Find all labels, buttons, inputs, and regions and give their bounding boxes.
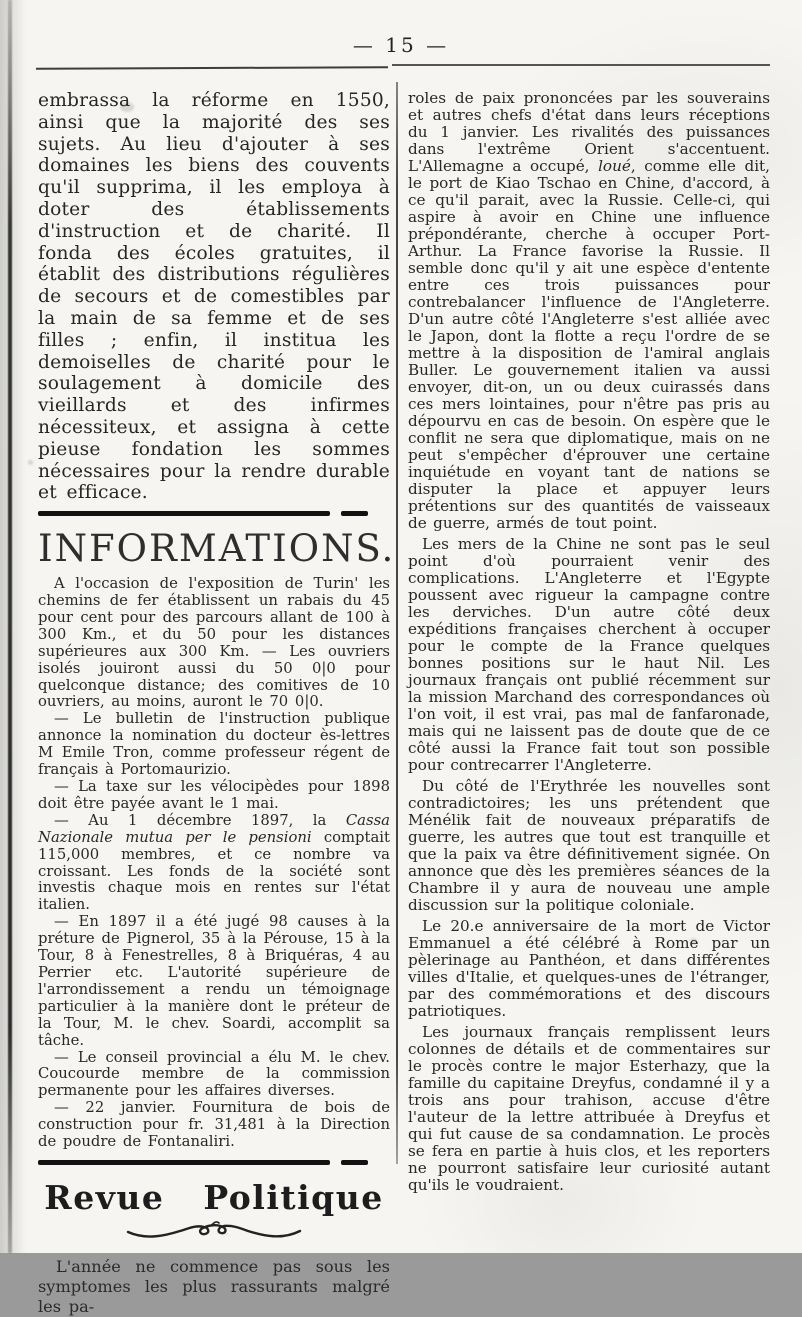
header-rule xyxy=(392,64,770,66)
paragraph xyxy=(408,90,770,532)
section-divider-rule xyxy=(38,511,390,516)
right-column xyxy=(408,90,770,1198)
informations-item: — En 1897 il a été jugé 98 causes à la préture de Pignerol, 35 à la Pérouse, 15 à la Tour, 8 à Fenestrelles, 8 à Briquéras, 4 au Perrier etc. L'autorité supérieure de l'arrondissement a rendu un témoignage particulier à la manière dont le préteur de la Tour, M. le chev. Soardi, accomplit sa tâche. xyxy=(38,913,390,1049)
informations-heading: INFORMATIONS. xyxy=(38,527,396,571)
rule-gap xyxy=(330,1160,341,1165)
rule-bar xyxy=(38,1160,330,1165)
text-segment: , comme elle dit, le port de Kiao Tschao en Chine, d'accord, à ce qu'il parait, avec la Russie. Celle-ci, qui aspire à avoir en Chine une influence prépondérante, cherche à occuper Port-Arthur. La France favorise la Russie. Il semble donc qu'il y ait une espèce d'entente entre ces trois puissances pour contrebalancer l'influence de l'Angleterre. D'un autre côté l'Angleterre s'est alliée avec le Japon, dont la flotte a reçu l'ordre de se mettre à la disposition de l'amiral anglais Buller. Le gouvernement italien va aussi envoyer, dit-on, un ou deux cuirassés dans ces mers lointaines, pour n'être pas pris au dépourvu en cas de besoin. On espère que le conflit ne sera que diplomatique, mais on ne peut s'empêcher d'éprouver une certaine inquiétude en voyant tant de nations se disputer la place et appuyer leurs prétentions sur des quantités de vaisseaux de guerre, armés de tout point. xyxy=(408,157,770,532)
left-column xyxy=(38,90,396,1317)
informations-item xyxy=(38,813,390,914)
section-divider-rule xyxy=(38,1160,390,1165)
paragraph: Du côté de l'Erythrée les nouvelles sont contradictoires; les uns prétendent que Ménélik fait de nouveaux préparatifs de guerre, les autres que tout est tranquille et que la paix va être définitivement signée. On annonce que dès les premières séances de la Chambre il y aura de nouveau une ample discussion sur la politique coloniale. xyxy=(408,777,770,914)
text-segment: — Au 1 décembre 1897, la xyxy=(54,811,346,829)
italic-phrase: loué xyxy=(598,157,631,175)
informations-item: — 22 janvier. Fournitura de bois de construction pour fr. 31,481 à la Direction de poudre de Fontanaliri. xyxy=(38,1099,390,1151)
text-segment: comptait 115,000 membres, et ce nombre va croissant. Les fonds de la société sont investis chaque mois en rentes sur l'état italien. xyxy=(38,828,390,914)
italic-phrase: Cassa Nazionale mutua per le pensioni xyxy=(38,811,390,846)
flourish-container xyxy=(38,1219,390,1247)
informations-item: — La taxe sur les vélocipèdes pour 1898 doit être payée avant le 1 mai. xyxy=(38,778,390,812)
paragraph: Le 20.e anniversaire de la mort de Victor Emmanuel a été célébré à Rome par un pèlerinage au Panthéon, et dans différentes villes d'Italie, et quelques-unes de l'étranger, par des commémorations et des discours patriotiques. xyxy=(408,917,770,1020)
text-segment: roles de paix prononcées par les souverains et autres chefs d'état dans leurs réceptions du 1 janvier. Les rivalités des puissances dans l'extrême Orient s'accentuent. L'Allemagne a occupé, xyxy=(408,89,770,175)
binding-fold-line xyxy=(8,0,12,1253)
binding-shadow xyxy=(0,0,26,1253)
informations-item: — Le bulletin de l'instruction publique annonce la nomination du docteur ès-lettres M Emile Tron, comme professeur régent de français à Portomaurizio. xyxy=(38,710,390,779)
header-rule xyxy=(36,66,388,70)
column-divider xyxy=(396,82,398,1164)
ink-smudge xyxy=(28,460,33,465)
informations-item: — Le conseil provincial a élu M. le chev. Coucourde membre de la commission permanente pour les affaires diverses. xyxy=(38,1048,390,1100)
page-number: — 15 — xyxy=(352,33,450,57)
informations-items xyxy=(38,576,390,1151)
rule-bar xyxy=(341,1160,368,1165)
rule-bar xyxy=(341,511,368,516)
paragraph: Les journaux français remplissent leurs colonnes de détails et de commentaires sur le procès contre le major Esterhazy, que la famille du capitaine Dreyfus, condamné il y a trois ans pour trahison, accuse d'être l'auteur de la lettre attribuée à Dreyfus et qui fut cause de sa condamnation. Le procès se fera en partie à huis clos, et les reporters ne pourront satisfaire leur curiosité autant qu'ils le voudraient. xyxy=(408,1023,770,1194)
rule-gap xyxy=(330,511,341,516)
lead-article-text: embrassa la réforme en 1550, ainsi que la majorité des ses sujets. Au lieu d'ajouter à ses domaines les biens des couvents qu'il supprima, il les employa à doter des établissements d'instruction et de charité. Il fonda des écoles gratuites, il établit des distributions régulières de secours et de comestibles par la main de sa femme et de ses filles ; enfin, il institua les demoiselles de charité pour le soulagement à domicile des vieillards et des infirmes nécessiteux, et assigna à cette pieuse fondation les sommes nécessaires pour la rendre durable et efficace. xyxy=(38,90,390,504)
rule-bar xyxy=(38,511,330,516)
flourish-icon xyxy=(124,1219,304,1243)
revue-politique-heading: Revue Politique xyxy=(44,1177,384,1217)
informations-item: A l'occasion de l'exposition de Turin' les chemins de fer établissent un rabais du 45 pour cent pour des parcours allant de 100 à 300 Km., et du 50 pour les distances supérieures aux 300 Km. — Les ouvriers isolés jouiront aussi du 50 0|0 pour quelconque distance; des comitives de 10 ouvriers, au moins, auront le 70 0|0. xyxy=(38,575,390,711)
paragraph: Les mers de la Chine ne sont pas le seul point d'où pourraient venir des complications. L'Angleterre et l'Egypte poussent avec rigueur la campagne contre les derviches. D'un autre côté deux expéditions françaises cherchent à occuper pour le compte de la France quelques bonnes positions sur le haut Nil. Les journaux français ont publié récemment sur la mission Marchand des correspondances où l'on voit, il est vrai, pas mal de fanfaronade, mais qui ne laissent pas de doute que de ce côté aussi la France fait tout son possible pour contrecarrer l'Angleterre. xyxy=(408,535,770,774)
revue-politique-paragraph: L'année ne commence pas sous les symptomes les plus rassurants malgré les pa- xyxy=(38,1256,390,1316)
